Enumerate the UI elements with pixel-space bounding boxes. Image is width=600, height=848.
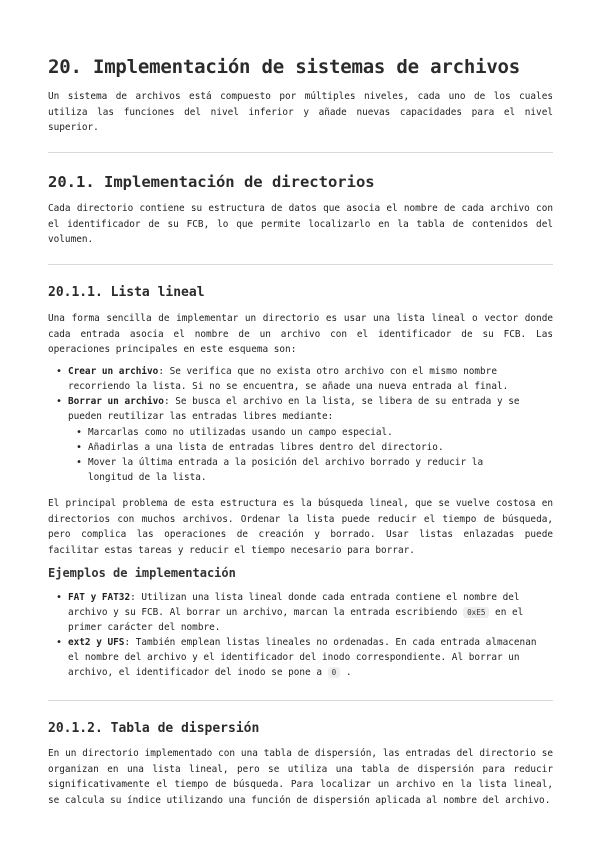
section-paragraph-directorios: Cada directorio contiene su estructura de datos que asocia el nombre de cada archivo con el identificador de su FCB, lo que permite localizarlo en la tabla de contenidos del volumen. — [48, 203, 553, 245]
intro-paragraph: Un sistema de archivos está compuesto por múltiples niveles, cada uno de los cuales utiliza las funciones del nivel inferior y añade nuevas capacidades para el nivel superior. — [48, 91, 553, 133]
list-item-text: en el primer carácter del nombre. — [68, 607, 524, 633]
operations-list — [48, 364, 553, 485]
list-item — [48, 635, 538, 680]
list-item-text: . — [340, 667, 352, 678]
list-item-text: : También emplean listas lineales no ordenadas. En cada entrada almacenan el nombre del archivo y el identificador del inodo correspondiente. Al borrar un archivo, el identificador del inodo se pone a — [68, 637, 537, 678]
lista-lineal-problem-paragraph: El principal problema de esta estructura es la búsqueda lineal, que se vuelve costosa en directorios con muchos archivos. Ordenar la lista puede reducir el tiempo de búsqueda, pero complica las operaciones de creación y borrado. Usar listas enlazadas puede facilitar estas tareas y reducir el tiempo necesario para borrar. — [48, 498, 553, 556]
section-divider — [48, 700, 553, 701]
section-divider — [48, 264, 553, 265]
list-item-text: : Se busca el archivo en la lista, se libera de su entrada y se pueden reutilizar las entradas libres mediante: — [68, 396, 520, 422]
lista-lineal-paragraph: Una forma sencilla de implementar un directorio es usar una lista lineal o vector donde cada entrada asocia el nombre de un archivo con el identificador de su FCB. Las operaciones principales en este esquema son: — [48, 313, 553, 355]
section-divider — [48, 152, 553, 153]
list-item-text: : Utilizan una lista lineal donde cada entrada contiene el nombre del archivo y su FCB. Al borrar un archivo, marcan la entrada escribiendo — [68, 592, 520, 618]
tabla-dispersion-paragraph: En un directorio implementado con una tabla de dispersión, las entradas del directorio se organizan en una lista lineal, pero se utiliza una tabla de dispersión para reducir significativamente el tiempo de búsqueda. Para localizar un archivo en la lista lineal, se calcula su índice utilizando una función de dispersión aplicada al nombre del archivo. — [48, 748, 553, 806]
examples-list — [48, 590, 553, 680]
list-item — [48, 590, 538, 635]
sub-list — [68, 425, 538, 485]
inline-code: 0xE5 — [463, 607, 489, 618]
sub-list-item: • Añadirlas a una lista de entradas libres dentro del directorio. — [68, 440, 533, 455]
section-heading-lista-lineal: 20.1.1. Lista lineal — [48, 285, 205, 300]
section-heading-tabla-dispersion: 20.1.2. Tabla de dispersión — [48, 721, 260, 736]
list-item-term: Borrar un archivo — [68, 396, 164, 407]
page-title: 20. Implementación de sistemas de archivos — [48, 56, 521, 78]
list-item-term: ext2 y UFS — [68, 637, 125, 648]
sub-list-item: • Mover la última entrada a la posición del archivo borrado y reducir la longitud de la lista. — [68, 455, 533, 485]
list-item-term: Crear un archivo — [68, 366, 159, 377]
section-heading-directorios: 20.1. Implementación de directorios — [48, 173, 375, 191]
inline-code: 0 — [328, 667, 341, 678]
list-item — [48, 364, 538, 394]
sub-list-item: • Marcarlas como no utilizadas usando un campo especial. — [68, 425, 533, 440]
list-item — [48, 394, 538, 485]
list-item-term: FAT y FAT32 — [68, 592, 131, 603]
list-item-text: : Se verifica que no exista otro archivo con el mismo nombre recorriendo la lista. Si no se encuentra, se añade una nueva entrada al final. — [68, 366, 509, 392]
examples-heading: Ejemplos de implementación — [48, 566, 236, 580]
